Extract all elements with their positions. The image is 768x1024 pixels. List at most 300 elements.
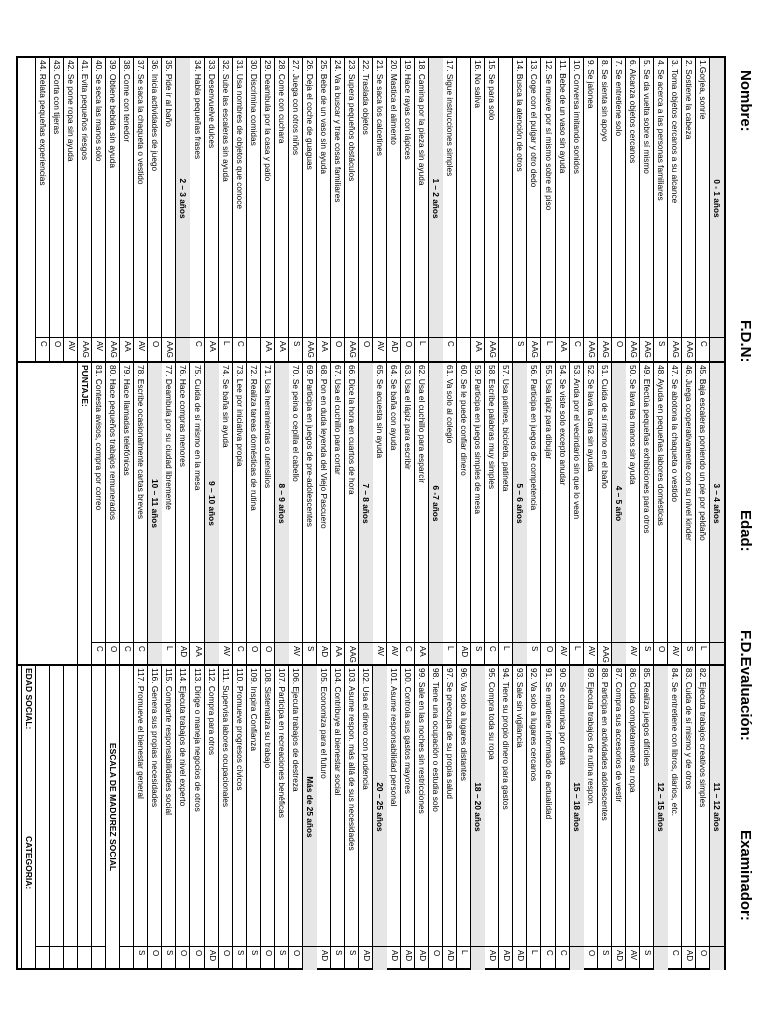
footer-label: PUNTAJE: [80, 365, 91, 407]
area-code: AAG [598, 337, 612, 361]
area-code: AV [219, 642, 233, 666]
evaluation-date-label: F.D.Evaluación: [737, 630, 754, 741]
area-code: C [696, 337, 710, 361]
area-code: AAG [162, 337, 176, 361]
item-text: 50. Se lava las manos sin ayuda [627, 365, 638, 485]
item-row [232, 58, 247, 361]
area-code: AA [275, 337, 289, 361]
form-header [728, 70, 754, 984]
item-row [119, 58, 134, 361]
code-cell [499, 337, 513, 361]
area-code: O [176, 946, 190, 970]
item-row [232, 666, 247, 970]
item-row [133, 666, 148, 970]
item-text: 6. Alcanza objetos cercanos [627, 60, 638, 164]
area-code: C [92, 642, 106, 666]
age-range-label: 9 – 10 años [205, 363, 219, 642]
item-text: 116. Genera sus propias necesidades [150, 668, 161, 808]
area-code: S [654, 337, 668, 361]
area-code: C [233, 337, 247, 361]
item-text: 77. Deambula por su ciudad libremente [164, 365, 175, 510]
area-code: AD [387, 337, 401, 361]
item-text: 5. Se da vuelta sobre sí mismo [641, 60, 652, 174]
age-range-label: 15 – 18 años [570, 666, 584, 946]
item-row [583, 666, 598, 970]
item-text: 84. Se entretiene con libros, diarios, etc. [669, 668, 680, 817]
area-code: S [134, 946, 148, 970]
code-cell [106, 946, 120, 970]
area-code: AV [626, 946, 640, 970]
item-row [526, 58, 541, 361]
item-text: 31. Usa nombres de objetos que conoce [234, 60, 245, 209]
area-code: S [303, 642, 317, 666]
item-row [470, 363, 485, 666]
area-code: L [527, 946, 541, 970]
code-cell [457, 337, 471, 361]
item-row [372, 58, 387, 361]
area-code: O [50, 337, 64, 361]
item-text: 12. Se mueve por sí mismo sobre el piso [543, 60, 554, 211]
age-range-header [302, 666, 317, 970]
item-row [442, 666, 457, 970]
item-row [190, 363, 205, 666]
area-code: L [415, 337, 429, 361]
item-row [484, 363, 499, 666]
code-cell [710, 946, 724, 970]
item-text: 55. Usa lápiz para dibujar [543, 365, 554, 460]
area-code: C [233, 642, 247, 666]
item-row [442, 363, 457, 666]
item-row [260, 363, 275, 666]
item-text: 16. No saliva [473, 60, 484, 108]
item-text: 98. Tiene una ocupación o estudia solo [431, 668, 442, 812]
item-text: 87. Compra sus accesorios de vestir [613, 668, 624, 803]
area-code: AAG [682, 337, 696, 361]
area-code: O [148, 946, 162, 970]
item-row [119, 363, 134, 666]
item-text: 48. Ayuda en pequeñas labores domésticas [655, 365, 666, 526]
item-row [316, 58, 331, 361]
item-text: 104. Contribuye al bienestar social [332, 668, 343, 796]
item-row [35, 58, 50, 361]
age-range-label: 7 – 8 años [359, 363, 373, 642]
item-row [681, 58, 696, 361]
age-range-label: 4 – 5 año [612, 363, 626, 642]
age-range-label: 0 - 1 años [710, 58, 724, 337]
area-code: S [331, 946, 345, 970]
area-code [247, 337, 261, 361]
item-row [625, 58, 640, 361]
item-text: 75. Cuida de sí mismo en la mesa [192, 365, 203, 491]
item-row [344, 58, 359, 361]
item-row [330, 58, 345, 361]
item-text: 21. Se saca los calcetines [375, 60, 386, 156]
item-text: 14. Busca la atención de otros [515, 60, 526, 172]
item-row [260, 58, 275, 361]
item-text: 78. Escribe ocasionalmente cartas breves [136, 365, 147, 520]
item-text: 52. Se lava la cara sin ayuda [585, 365, 596, 472]
item-text: 108. Sistematiza su trabajo [262, 668, 273, 769]
code-cell [275, 642, 289, 666]
item-text: 15. Se para solo [487, 60, 498, 121]
item-text: 13. Coge con el pulgar y otro dedo [529, 60, 540, 188]
item-text: 86. Cuida completamente su ropa [627, 668, 638, 793]
row-text [36, 666, 50, 946]
item-row [470, 58, 485, 361]
table-column [18, 664, 724, 970]
area-code: S [640, 642, 654, 666]
area-code: C [570, 337, 584, 361]
area-code: AAG [345, 642, 359, 666]
area-code: AD [443, 946, 457, 970]
area-code: AA [317, 337, 331, 361]
item-row [555, 363, 570, 666]
code-cell [373, 946, 387, 970]
item-row [133, 58, 148, 361]
item-row [681, 666, 696, 970]
age-range-label: 6 -7 años [429, 363, 443, 642]
item-text: 107. Participa en recreaciones benéficas [276, 668, 287, 818]
area-code: O [429, 946, 443, 970]
item-text: 44. Relata pequeñas experiencias [38, 60, 49, 186]
row-text [64, 666, 78, 946]
item-row [400, 666, 415, 970]
item-text: 4. Se acerca a las personas familiares [655, 60, 666, 201]
item-row [695, 58, 710, 361]
area-code: AA [331, 642, 345, 666]
item-row [456, 363, 471, 666]
item-text: 29. Deambula por la casa y patio [262, 60, 273, 182]
item-row [414, 666, 429, 970]
area-code: S [471, 642, 485, 666]
item-text: 81. Contesta avisos, compra por correo [94, 365, 105, 511]
area-code: AAG [527, 337, 541, 361]
code-cell [50, 946, 64, 970]
code-cell [710, 337, 724, 361]
area-code: S [289, 337, 303, 361]
area-code: AA [120, 337, 134, 361]
area-code: AAG [598, 642, 612, 666]
age-range-header [274, 363, 289, 666]
code-cell [22, 946, 36, 970]
area-code: AV [134, 337, 148, 361]
blank-row [456, 58, 471, 361]
area-code: AAG [78, 337, 92, 361]
code-cell [303, 946, 317, 970]
item-text: 61. Va solo al colegio [445, 365, 456, 444]
area-code: O [331, 337, 345, 361]
age-range-label: 20 – 25 años [373, 666, 387, 946]
item-row [512, 58, 527, 361]
item-text: 56. Participa en juegos de competencia [529, 365, 540, 511]
item-text: 110. Promueve progresos cívicos [234, 668, 245, 791]
age-range-label: 12 – 15 años [654, 666, 668, 946]
area-code: C [443, 337, 457, 361]
area-code: AD [176, 642, 190, 666]
item-row [498, 363, 513, 666]
item-text: 1.Gorjea, sonríe [697, 60, 708, 120]
item-row [653, 58, 668, 361]
item-text: 49. Efectúa pequeñas exhibiciones para otros [641, 365, 652, 534]
item-row [316, 666, 331, 970]
area-code: AV [584, 642, 598, 666]
item-row [541, 666, 556, 970]
area-code: L [162, 642, 176, 666]
item-text: 105. Economiza para el futuro [318, 668, 329, 779]
item-row [512, 666, 527, 970]
item-row [653, 363, 668, 666]
area-code: S [640, 946, 654, 970]
age-range-label: 3 – 4 años [710, 363, 724, 642]
item-row [541, 363, 556, 666]
item-row [133, 363, 148, 666]
blank-row [63, 666, 78, 970]
item-text: 51. Cuida de sí mismo en el baño [599, 365, 610, 489]
item-row [330, 666, 345, 970]
area-code: L [696, 642, 710, 666]
item-row [428, 666, 443, 970]
table-column [18, 361, 724, 666]
item-row [667, 666, 682, 970]
age-range-header [372, 666, 387, 970]
area-code: AAG [640, 337, 654, 361]
row-text [499, 58, 513, 337]
area-code: O [261, 642, 275, 666]
area-code: AA [261, 337, 275, 361]
item-text: 19. Hace rayas con lápices [403, 60, 414, 160]
area-code: AD [457, 642, 471, 666]
footer-row [21, 666, 36, 970]
item-row [49, 58, 64, 361]
item-row [218, 666, 233, 970]
item-text: 20. Mastica el alimento [389, 60, 400, 145]
area-code: AV [668, 642, 682, 666]
area-code: C [542, 946, 556, 970]
area-code: S [513, 337, 527, 361]
item-row [358, 666, 373, 970]
item-text: 83. Cuida de sí mismo y de otros [683, 668, 694, 790]
item-row [597, 666, 612, 970]
item-text: 7. Se entretiene solo [613, 60, 624, 137]
item-text: 65. Se acuesta sin ayuda [375, 365, 386, 459]
row-text [50, 666, 64, 946]
item-row [147, 58, 162, 361]
item-text: 72. Realiza tareas domésticas de rutina [248, 365, 259, 511]
item-text: 30. Discrimina comidas [248, 60, 259, 146]
item-row [161, 666, 176, 970]
item-row [175, 666, 190, 970]
item-text: 80. Hace pequeños trabajos remunerados [108, 365, 119, 520]
item-text: 32. Sube las escaleras sin ayuda [220, 60, 231, 182]
item-row [569, 58, 584, 361]
area-code: O [106, 642, 120, 666]
item-text: 8. Se sienta sin apoyo [599, 60, 610, 142]
item-row [611, 666, 626, 970]
item-text: 90. Se comunica por carta [557, 668, 568, 765]
area-code: S [162, 946, 176, 970]
area-code: S [598, 946, 612, 970]
area-code: AV [556, 642, 570, 666]
item-text: 58. Escribe palabras muy simples [487, 365, 498, 490]
scale-title-row [105, 666, 120, 970]
area-code: O [261, 946, 275, 970]
area-code: C [485, 642, 499, 666]
area-code: O [612, 337, 626, 361]
item-row [667, 58, 682, 361]
item-row [260, 666, 275, 970]
item-text: 33. Desenvuelve dulces [206, 60, 217, 149]
item-text: 103. Asume respon. más allá de sus necesidades [346, 668, 357, 851]
code-cell [120, 946, 134, 970]
item-row [190, 666, 205, 970]
item-text: 24. Va a buscar y trae cosas familiares [332, 60, 343, 203]
item-text: 91. Se mantiene informado de actualidad [543, 668, 554, 820]
item-row [400, 363, 415, 666]
item-row [526, 363, 541, 666]
item-row [344, 666, 359, 970]
item-text: 71. Usa herramientas o utensilios [262, 365, 273, 489]
age-range-header [653, 666, 668, 970]
row-text [92, 666, 106, 946]
item-row [625, 363, 640, 666]
item-text: 47. Se abotona la chaqueta o vestido [669, 365, 680, 503]
area-code: AD [485, 946, 499, 970]
area-code: S [247, 946, 261, 970]
age-range-header [611, 363, 626, 666]
item-text: 18. Camina por la pieza sin ayuda [417, 60, 428, 186]
area-code: AA [556, 337, 570, 361]
item-row [288, 58, 303, 361]
area-code: C [120, 642, 134, 666]
area-code: O [219, 946, 233, 970]
area-code: S [275, 946, 289, 970]
code-cell [78, 946, 92, 970]
item-text: 85. Realiza juegos difíciles [641, 668, 652, 767]
item-text: 64. Se baña con ayuda [389, 365, 400, 451]
item-text: 74. Se baña sin ayuda [220, 365, 231, 448]
item-row [597, 363, 612, 666]
blank-row [77, 666, 92, 970]
item-text: 35. Pide ir al baño [164, 60, 175, 127]
item-row [597, 58, 612, 361]
item-row [555, 58, 570, 361]
area-code: C [191, 337, 205, 361]
code-cell [570, 946, 584, 970]
item-row [204, 58, 219, 361]
item-text: 66. Dice la hora en cuartos de hora [346, 365, 357, 495]
item-text: 53. Anda por el vecindario sin que lo vean [571, 365, 582, 520]
area-code: L [570, 642, 584, 666]
area-code: S [682, 642, 696, 666]
area-code: AAG [303, 337, 317, 361]
code-cell [92, 946, 106, 970]
row-text [78, 666, 92, 946]
item-row [484, 666, 499, 970]
area-code: C [36, 337, 50, 361]
code-cell [710, 642, 724, 666]
age-range-label: 10 – 11 años [148, 363, 162, 642]
footer-row [77, 363, 92, 666]
area-code: AD [682, 946, 696, 970]
item-row [218, 363, 233, 666]
item-text: 114. Ejecuta trabajos de nivel experto [178, 668, 189, 807]
item-text: 57. Usa patines, bicicleta, patineta [501, 365, 512, 492]
item-text: 2. Sostiene la cabeza [683, 60, 694, 140]
item-row [105, 363, 120, 666]
area-code: AD [205, 946, 219, 970]
items-table [16, 56, 726, 970]
area-code: L [443, 642, 457, 666]
item-row [274, 58, 289, 361]
area-code: O [191, 946, 205, 970]
blank-row [119, 666, 134, 970]
item-row [77, 58, 92, 361]
item-row [695, 363, 710, 666]
age-range-header [175, 58, 190, 361]
area-code: AV [387, 642, 401, 666]
item-text: 69. Participa en juegos de pre-adolescentes [304, 365, 315, 527]
area-code: AV [373, 642, 387, 666]
item-text: 68. Pon en duda leyenda del Viejo Pascuero [318, 365, 329, 529]
item-text: 67. Usa el cuchillo para cortar [332, 365, 343, 475]
item-text: 27. Juega con otros niños [290, 60, 301, 156]
code-cell [429, 642, 443, 666]
item-row [330, 363, 345, 666]
area-code: AAG [106, 337, 120, 361]
area-code: O [401, 337, 415, 361]
item-text: 106. Ejecuta trabajos de destreza [290, 668, 301, 792]
item-row [358, 58, 373, 361]
item-text: 41. Evita pequeños riesgos [80, 60, 91, 161]
item-row [63, 58, 78, 361]
item-row [316, 363, 331, 666]
item-text: 25. Bebe de un vaso sin ayuda [318, 60, 329, 174]
area-code: AV [289, 642, 303, 666]
item-text: 93. Sale sin vigilancia [515, 668, 526, 748]
item-text: 36. Inicia actividades de juego [150, 60, 161, 172]
blank-row [49, 666, 64, 970]
code-cell [429, 337, 443, 361]
area-code: AV [92, 337, 106, 361]
item-row [344, 363, 359, 666]
item-text: 39. Obtiene bebida sin ayuda [108, 60, 119, 168]
area-code: AD [612, 946, 626, 970]
item-text: 45. Baja escaleras poniendo un pie por peldaño [697, 365, 708, 541]
age-range-label: 5 – 6 años [513, 363, 527, 642]
area-code: AAG [626, 337, 640, 361]
item-row [414, 58, 429, 361]
area-code: AA [415, 642, 429, 666]
item-row [611, 58, 626, 361]
area-code: AD [359, 946, 373, 970]
area-code: O [148, 337, 162, 361]
area-code: C [401, 642, 415, 666]
age-range-header [512, 363, 527, 666]
code-cell [513, 642, 527, 666]
area-code: AD [317, 642, 331, 666]
row-text: ESCALA DE MADUREZ SOCIAL [108, 742, 119, 872]
item-row [246, 363, 261, 666]
area-code: AA [471, 337, 485, 361]
item-row [386, 58, 401, 361]
item-text: 17. Sigue instrucciones simples [445, 60, 456, 177]
item-text: 23. Supera pequeños obstáculos [346, 60, 357, 182]
item-text: 113. Dirige o maneja negocios de otros [192, 668, 203, 812]
area-code: AD [513, 946, 527, 970]
item-row [484, 58, 499, 361]
item-row [91, 58, 106, 361]
item-text: 112. Compra para otros [206, 668, 217, 756]
